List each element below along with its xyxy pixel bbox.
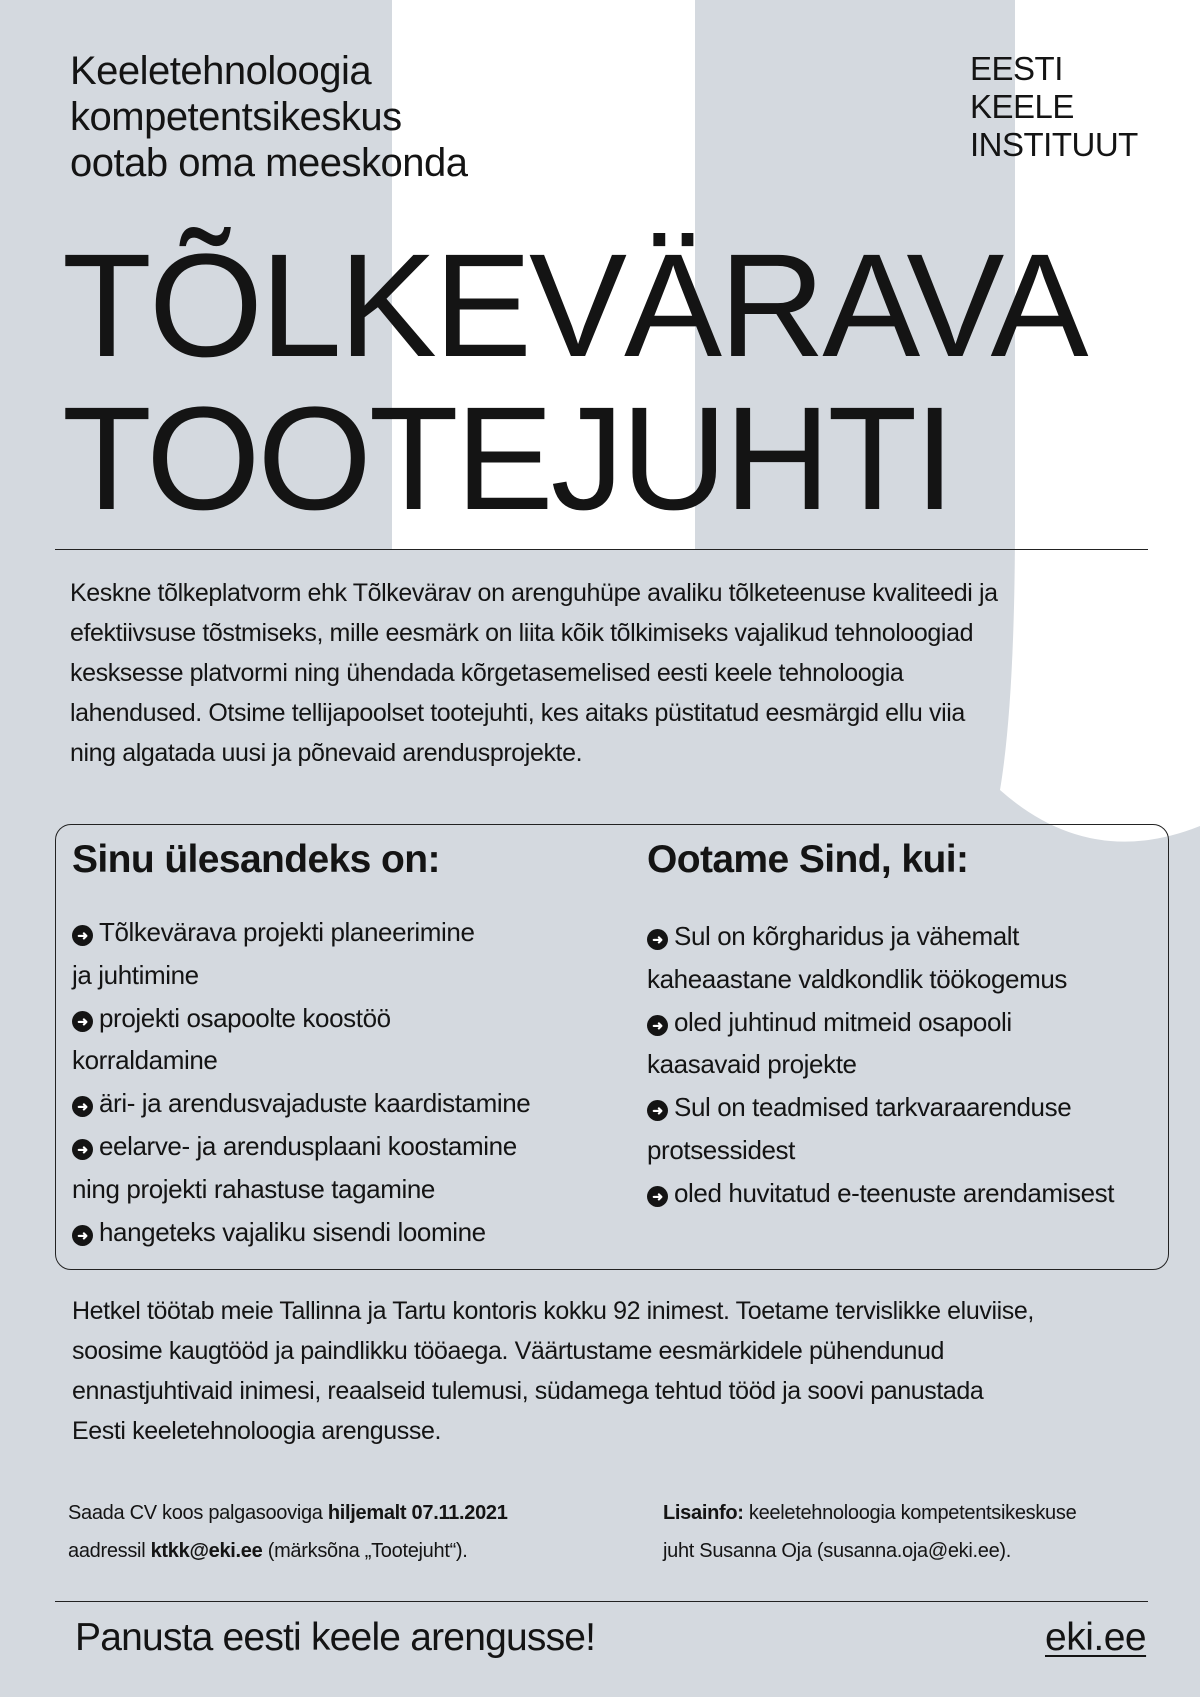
- item-text: äri- ja arendusvajaduste kaardistamine: [99, 1088, 531, 1119]
- lead-line: efektiivsuse tõstmiseks, mille eesmärk on liita kõik tõlkimiseks vajalikud tehnoloogiad: [70, 619, 974, 647]
- duties-title: Sinu ülesandeks on:: [72, 838, 440, 881]
- lead-line: lahendused. Otsime tellijapoolset tootejuhti, kes aitaks püstitatud eesmärgid ellu viia: [70, 699, 965, 727]
- contact-label: Lisainfo:: [663, 1502, 744, 1524]
- duties-column: [72, 835, 632, 1253]
- intro-line: ootab oma meeskonda: [70, 141, 468, 185]
- list-item: [647, 915, 1167, 1001]
- page-title: [62, 224, 1086, 541]
- about-line: ennastjuhtivaid inimesi, reaalseid tulemusi, südamega tehtud tööd ja soovi panustada: [72, 1377, 984, 1405]
- title-line-1: TÕLKEVÄRAVA: [62, 224, 1086, 388]
- email-link[interactable]: ktkk@eki.ee: [150, 1540, 263, 1562]
- arrow-right-circle-icon: ➜: [647, 1100, 668, 1121]
- arrow-right-circle-icon: ➜: [647, 1186, 668, 1207]
- footer-slogan: Panusta eesti keele arengusse!: [75, 1616, 596, 1659]
- item-text: Sul on kõrgharidus ja vähemalt: [674, 921, 1019, 951]
- item-text-continued: ning projekti rahastuse tagamine: [72, 1173, 435, 1204]
- lead-paragraph: [70, 573, 1130, 773]
- arrow-right-circle-icon: ➜: [647, 929, 668, 950]
- apply-info: Saada CV koos palgasooviga hiljemalt 07.11.2021 aadressil ktkk@eki.ee (märksõna „Tootejuht“).: [68, 1502, 508, 1562]
- list-item: [647, 1172, 1167, 1215]
- divider-bottom: [55, 1601, 1148, 1602]
- list-item: [647, 1001, 1167, 1087]
- intro-line: Keeletehnoloogia: [70, 49, 372, 93]
- list-item: [72, 1125, 632, 1211]
- list-item: [72, 997, 632, 1083]
- requirements-column: [647, 835, 1167, 1215]
- title-line-2: TOOTEJUHTI: [62, 377, 953, 541]
- item-text: hangeteks vajaliku sisendi loomine: [99, 1216, 486, 1247]
- list-item: [647, 1086, 1167, 1172]
- item-text-continued: kaheaastane valdkondlik töökogemus: [647, 963, 1068, 994]
- about-line: Eesti keeletehnoloogia arengusse.: [72, 1417, 442, 1445]
- arrow-right-circle-icon: ➜: [647, 1015, 668, 1036]
- item-text: projekti osapoolte koostöö: [99, 1002, 391, 1033]
- logo-line: KEELE: [970, 88, 1074, 125]
- list-item: [72, 1211, 632, 1254]
- logo-line: INSTITUUT: [970, 126, 1138, 163]
- about-paragraph: [72, 1291, 1132, 1451]
- contact-info: Lisainfo: keeletehnoloogia kompetentsikeskuse juht Susanna Oja (susanna.oja@eki.ee).: [663, 1494, 1076, 1570]
- about-line: Hetkel töötab meie Tallinna ja Tartu kontoris kokku 92 inimest. Toetame tervislikke eluviise,: [72, 1297, 1034, 1325]
- item-text: oled juhtinud mitmeid osapooli: [674, 1006, 1012, 1037]
- arrow-right-circle-icon: ➜: [72, 925, 93, 946]
- item-text-continued: korraldamine: [72, 1045, 218, 1076]
- lead-line: kesksesse platvormi ning ühendada kõrgetasemelised eesti keele tehnoloogia: [70, 659, 904, 687]
- item-text: eelarve- ja arendusplaani koostamine: [99, 1130, 517, 1161]
- arrow-right-circle-icon: ➜: [72, 1096, 93, 1117]
- lead-line: Keskne tõlkeplatvorm ehk Tõlkevärav on arenguhüpe avaliku tõlketeenuse kvaliteedi ja: [70, 579, 998, 607]
- item-text: Sul on teadmised tarkvaraarenduse: [674, 1092, 1072, 1123]
- arrow-right-circle-icon: ➜: [72, 1139, 93, 1160]
- list-item: [72, 1082, 632, 1125]
- lead-line: ning algatada uusi ja põnevaid arendusprojekte.: [70, 739, 583, 767]
- arrow-right-circle-icon: ➜: [72, 1011, 93, 1032]
- logo-line: EESTI: [970, 50, 1063, 87]
- intro-line: kompetentsikeskus: [70, 95, 402, 139]
- website-link[interactable]: eki.ee: [1045, 1616, 1147, 1659]
- contact-person: juht Susanna Oja (susanna.oja@eki.ee).: [663, 1540, 1012, 1562]
- item-text-continued: kaasavaid projekte: [647, 1049, 857, 1080]
- item-text: oled huvitatud e-teenuste arendamisest: [674, 1177, 1115, 1208]
- item-text: Tõlkevärava projekti planeerimine: [99, 917, 475, 947]
- about-line: soosime kaugtööd ja paindlikku tööaega. Väärtustame eesmärkidele pühendunud: [72, 1337, 944, 1365]
- arrow-right-circle-icon: ➜: [72, 1225, 93, 1246]
- item-text-continued: ja juhtimine: [72, 959, 199, 990]
- divider-top: [55, 549, 1148, 550]
- list-item: [72, 911, 632, 997]
- deadline: hiljemalt 07.11.2021: [327, 1502, 508, 1524]
- logo: [970, 50, 1138, 164]
- requirements-title: Ootame Sind, kui:: [647, 838, 969, 881]
- intro-text: [70, 48, 467, 186]
- item-text-continued: protsessidest: [647, 1134, 795, 1165]
